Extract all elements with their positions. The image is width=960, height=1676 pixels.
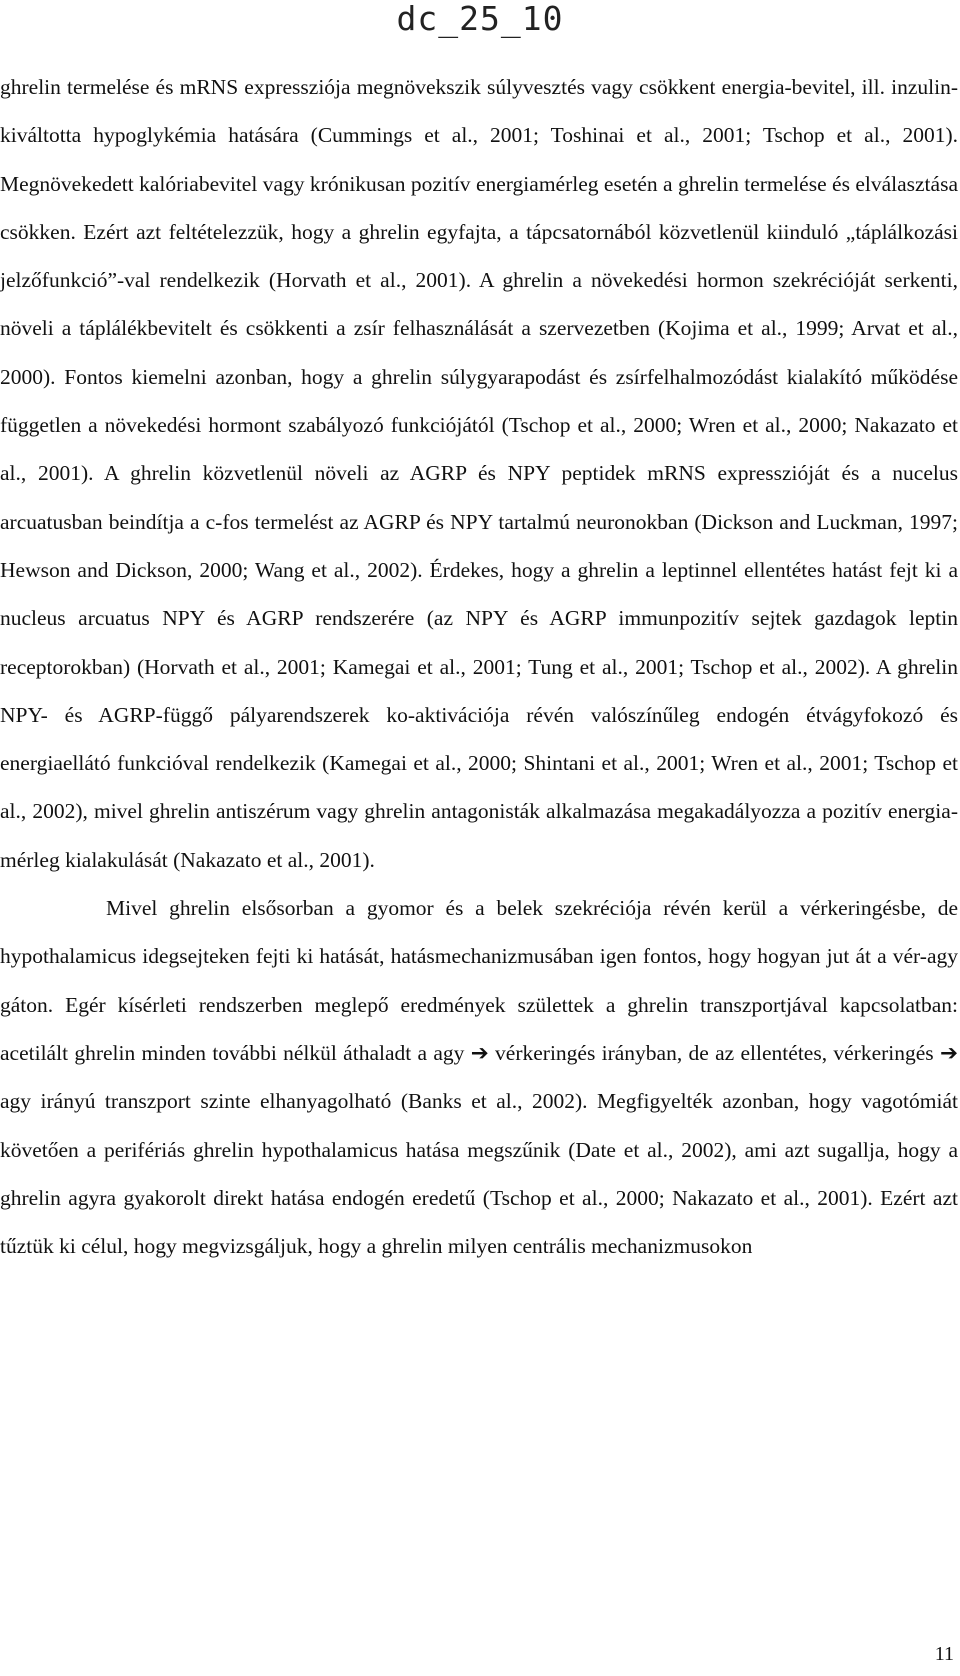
document-body [0,63,958,1270]
paragraph-ghrelin-regulation: ghrelin termelése és mRNS expressziója megnövekszik súlyvesztés vagy csökkent energia-bevitel, ill. inzulin-kiváltotta hypoglykémia hatására (Cummings et al., 2001; Toshinai et al., 2001; Tschop et al., 2001). Megnövekedett kalóriabevitel vagy krónikusan pozitív energiamérleg esetén a ghrelin termelése és elválasztása csökken. Ezért azt feltételezzük, hogy a ghrelin egyfajta, a tápcsatornából közvetlenül kiinduló „táplálkozási jelzőfunkció”-val rendelkezik (Horvath et al., 2001). A ghrelin a növekedési hormon szekrécióját serkenti, növeli a táplálékbevitelt és csökkenti a zsír felhasználását a szervezetben (Kojima et al., 1999; Arvat et al., 2000). Fontos kiemelni azonban, hogy a ghrelin súlygyarapodást és zsírfelhalmozódást kialakító működése független a növekedési hormont szabályozó funkciójától (Tschop et al., 2000; Wren et al., 2000; Nakazato et al., 2001). A ghrelin közvetlenül növeli az AGRP és NPY peptidek mRNS expresszióját és a nucelus arcuatusban beindítja a c-fos termelést az AGRP és NPY tartalmú neuronokban (Dickson and Luckman, 1997; Hewson and Dickson, 2000; Wang et al., 2002). Érdekes, hogy a ghrelin a leptinnel ellentétes hatást fejt ki a nucleus arcuatus NPY és AGRP rendszerére (az NPY és AGRP immunpozitív sejtek gazdagok leptin receptorokban) (Horvath et al., 2001; Kamegai et al., 2001; Tung et al., 2001; Tschop et al., 2002). A ghrelin NPY- és AGRP-függő pályarendszerek ko-aktivációja révén valószínűleg endogén étvágyfokozó és energiaellátó funkcióval rendelkezik (Kamegai et al., 2000; Shintani et al., 2001; Wren et al., 2001; Tschop et al., 2002), mivel ghrelin antiszérum vagy ghrelin antagonisták alkalmazása megakadályozza a pozitív energia-mérleg kialakulását (Nakazato et al., 2001). [0,75,958,872]
page-number: 11 [934,1643,954,1665]
document-id-header: dc_25_10 [396,0,564,38]
paragraph-blood-brain-barrier: Mivel ghrelin elsősorban a gyomor és a belek szekréciója révén kerül a vérkeringésbe, de hypothalamicus idegsejteken fejti ki hatását, hatásmechanizmusában igen fontos, hogy hogyan jut át a vér-agy gáton. Egér kísérleti rendszerben meglepő eredmények születtek a ghrelin transzportjával kapcsolatban: acetilált ghrelin minden további nélkül áthaladt a agy ➔ vérkeringés irányban, de az ellentétes, vérkeringés ➔ agy irányú transzport szinte elhanyagolható (Banks et al., 2002). Megfigyelték azonban, hogy vagotómiát követően a perifériás ghrelin hypothalamicus hatása megszűnik (Date et al., 2002), ami azt sugallja, hogy a ghrelin agyra gyakorolt direkt hatása endogén eredetű (Tschop et al., 2000; Nakazato et al., 2001). Ezért azt tűztük ki célul, hogy megvizsgáljuk, hogy a ghrelin milyen centrális mechanizmusokon [0,896,958,1259]
